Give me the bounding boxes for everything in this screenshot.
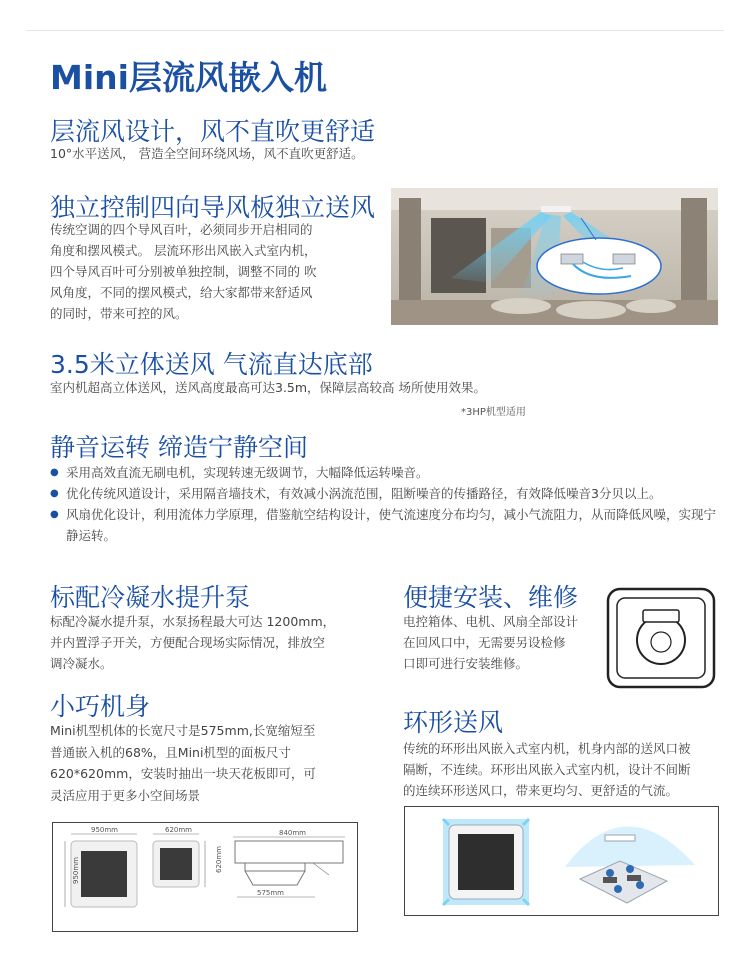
compact-line: 620*620mm，安装时抽出一块天花板即可，可 — [50, 766, 316, 781]
compact-line: 普通嵌入机的68%，且Mini机型的面板尺寸 — [50, 744, 291, 760]
compact-line: 灵活应用于更多小空间场景 — [50, 787, 201, 803]
compact-heading: 小巧机身 — [50, 692, 151, 721]
quiet-bullet: ● 采用高效直流无刷电机，实现转速无级调节，大幅降低运转噪音。 — [50, 462, 722, 483]
pump-line: 并内置浮子开关，方便配合现场实际情况，排放空 — [50, 635, 326, 650]
airflow-body: 室内机超高立体送风，送风高度最高可达3.5m，保障层高较高 场所使用效果。 — [50, 380, 487, 395]
laminar-body: 10°水平送风， 营造全空间环绕风场，风不直吹更舒适。 — [50, 146, 364, 161]
quiet-bullets — [50, 462, 722, 546]
ring-line: 的连续环形送风口，带来更均匀、更舒适的气流。 — [403, 783, 679, 798]
ring-line: 传统的环形出风嵌入式室内机，机身内部的送风口被 — [403, 741, 691, 756]
install-line: 电控箱体、电机、风扇全部设计 — [403, 614, 579, 629]
louver-line: 的同时，带来可控的风。 — [50, 306, 188, 321]
pump-heading: 标配冷凝水提升泵 — [50, 583, 251, 612]
airflow-note: *3HP机型适用 — [461, 407, 526, 418]
louver-line: 传统空调的四个导风百叶，必须同步开启相同的 — [50, 222, 313, 237]
louver-body — [50, 219, 385, 324]
louver-line: 风角度，不同的摆风模式，给大家都带来舒适风 — [50, 285, 313, 300]
compact-line: Mini机型机体的长宽尺寸是575mm,长宽缩短至 — [50, 723, 316, 738]
ring-airflow-diagram — [404, 806, 719, 916]
install-heading: 便捷安装、维修 — [403, 583, 579, 612]
ring-line: 隔断，不连续。环形出风嵌入式室内机，设计不间断 — [403, 762, 691, 777]
pump-line: 标配冷凝水提升泵，水泵扬程最大可达 1200mm， — [50, 614, 336, 629]
quiet-bullet: ● 优化传统风道设计，采用隔音墙技术，有效减小涡流范围，阻断噪音的传播路径，有效降低噪音3分贝以上。 — [50, 483, 722, 504]
top-divider — [26, 30, 724, 31]
louver-line: 四个导风百叶可分别被单独控制，调整不同的 吹 — [50, 264, 317, 279]
dim-950-width: 950mm — [91, 826, 118, 834]
size-comparison-diagram — [52, 822, 358, 932]
laminar-heading: 层流风设计，风不直吹更舒适 — [50, 117, 376, 146]
dim-950-height: 950mm — [72, 857, 80, 884]
dim-575: 575mm — [257, 889, 284, 897]
install-body — [403, 611, 603, 674]
lobby-airflow-image — [391, 188, 718, 325]
quiet-bullet: ● 风扇优化设计，利用流体力学原理，借鉴航空结构设计，使气流速度分布均匀，减小气流阻力，从而降低风噪，实现宁静运转。 — [50, 504, 722, 546]
compact-body — [50, 720, 390, 806]
pump-line: 调冷凝水。 — [50, 656, 113, 671]
install-line: 口即可进行安装维修。 — [403, 656, 529, 671]
ring-heading: 环形送风 — [403, 708, 504, 737]
dim-840: 840mm — [279, 829, 306, 837]
maintenance-unit-icon — [605, 586, 717, 690]
quiet-heading: 静音运转 缔造宁静空间 — [50, 433, 308, 462]
dim-620-width: 620mm — [165, 826, 192, 834]
dim-620-height: 620mm — [215, 846, 223, 873]
airflow-heading: 3.5米立体送风 气流直达底部 — [50, 350, 373, 379]
ring-body — [403, 738, 723, 801]
louver-line: 角度和摆风模式。 层流环形出风嵌入式室内机， — [50, 243, 317, 258]
page-title: Mini层流风嵌入机 — [50, 58, 327, 97]
louver-heading: 独立控制四向导风板独立送风 — [50, 193, 376, 222]
pump-body — [50, 611, 380, 674]
install-line: 在回风口中，无需要另设检修 — [403, 635, 566, 650]
